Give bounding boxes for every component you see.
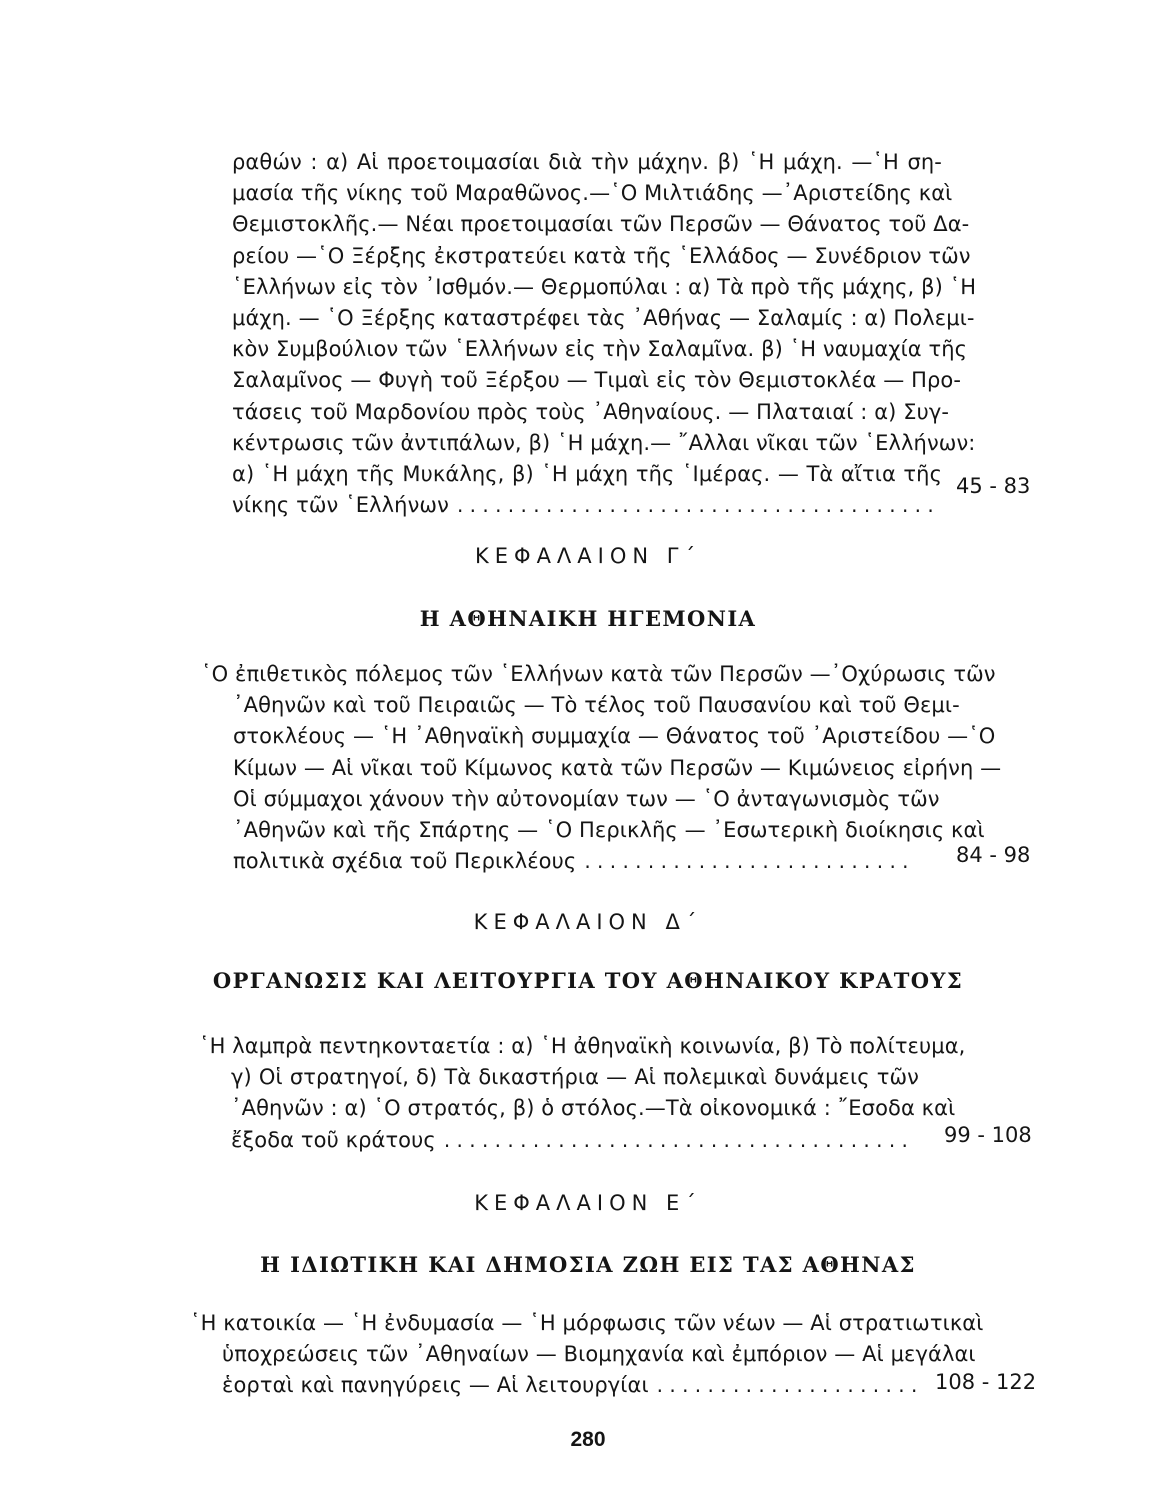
toc-entry-last-line xyxy=(201,846,921,877)
toc-entry-line: ῾Η λαμπρὰ πεντηκονταετία : α) ῾Η ἀθηναϊκὴ κοινωνία, β) Τὸ πολίτευμα, xyxy=(199,1034,966,1058)
toc-entry-line: κέντρωσις τῶν ἀντιπάλων, β) ῾Η μάχη.— ῎Αλλαι νῖκαι τῶν ῾Ελλήνων: xyxy=(232,430,976,455)
chapter-label: ΚΕΦΑΛΑΙΟΝ Ε΄ xyxy=(474,1191,702,1215)
chapter-title: Η ΑΘΗΝΑΙΚΗ ΗΓΕΜΟΝΙΑ xyxy=(419,606,757,631)
toc-entry-line: ᾿Αθηνῶν καὶ τῆς Σπάρτης — ῾Ο Περικλῆς — ᾿Εσωτερικὴ διοίκησις καὶ xyxy=(233,817,985,842)
toc-entry-line: πολιτικὰ σχέδια τοῦ Περικλέους xyxy=(233,849,577,874)
toc-entry-private-public-life xyxy=(190,1308,984,1402)
toc-entry-line: ᾿Αθηνῶν καὶ τοῦ Πειραιῶς — Τὸ τέλος τοῦ Παυσανίου καὶ τοῦ Θεμι- xyxy=(233,693,960,718)
toc-entry-line: νίκης τῶν ῾Ελλήνων xyxy=(232,493,449,518)
toc-entry-line: ἔξοδα τοῦ κράτους xyxy=(231,1127,436,1152)
toc-entry-athenian-state xyxy=(199,1031,966,1156)
toc-entry-line: Σαλαμῖνος — Φυγὴ τοῦ Ξέρξου — Τιμαὶ εἰς τὸν Θεμιστοκλέα — Προ- xyxy=(232,368,962,393)
toc-entry-line: ραθών : α) Αἱ προετοιμασίαι διὰ τὴν μάχην. β) ῾Η μάχη. —῾Η ση- xyxy=(232,150,942,174)
toc-entry-line: Θεμιστοκλῆς.— Νέαι προετοιμασίαι τῶν Περσῶν — Θάνατος τοῦ Δα- xyxy=(232,212,970,237)
toc-entry-line: ῾Ο ἐπιθετικὸς πόλεμος τῶν ῾Ελλήνων κατὰ τῶν Περσῶν —᾿Οχύρωσις τῶν xyxy=(201,662,996,686)
toc-entry-line: ρείου —῾Ο Ξέρξης ἐκστρατεύει κατὰ τῆς ῾Ελλάδος — Συνέδριον τῶν xyxy=(232,243,971,268)
toc-entry-line: Κίμων — Αἱ νῖκαι τοῦ Κίμωνος κατὰ τῶν Περσῶν — Κιμώνειος εἰρήνη — xyxy=(233,755,1002,780)
toc-entry-line: μασία τῆς νίκης τοῦ Μαραθῶνος.—῾Ο Μιλτιάδης —᾿Αριστείδης καὶ xyxy=(232,181,953,206)
dot-leader xyxy=(457,490,936,521)
toc-entry-line: τάσεις τοῦ Μαρδονίου πρὸς τοὺς ᾿Αθηναίους. — Πλαταιαί : α) Συγ- xyxy=(232,399,950,424)
toc-entry-last-line xyxy=(232,490,942,521)
toc-entry-line: μάχη. — ῾Ο Ξέρξης καταστρέφει τὰς ᾿Αθήνας — Σαλαμίς : α) Πολεμι- xyxy=(232,305,975,330)
chapter-label: ΚΕΦΑΛΑΙΟΝ Δ΄ xyxy=(473,910,703,934)
toc-entry-line: ῾Ελλήνων εἰς τὸν ᾿Ισθμόν.— Θερμοπύλαι : α) Τὰ πρὸ τῆς μάχης, β) ῾Η xyxy=(232,274,977,299)
toc-entry-marathon-to-himera xyxy=(232,147,977,521)
chapter-title: Η ΙΔΙΩΤΙΚΗ ΚΑΙ ΔΗΜΟΣΙΑ ΖΩΗ ΕΙΣ ΤΑΣ ΑΘΗΝΑΣ xyxy=(260,1252,916,1277)
dot-leader xyxy=(584,846,915,877)
toc-page-range: 45 - 83 xyxy=(956,474,1031,498)
dot-leader xyxy=(444,1125,913,1156)
toc-entry-line: ἑορταὶ καὶ πανηγύρεις — Αἱ λειτουργίαι xyxy=(222,1373,649,1398)
toc-entry-line: Οἱ σύμμαχοι χάνουν τὴν αὐτονομίαν των — ῾Ο ἀνταγωνισμὸς τῶν xyxy=(233,786,940,811)
toc-entry-line: ᾿Αθηνῶν : α) ῾Ο στρατός, β) ὁ στόλος.—Τὰ οἰκονομικά : ῎Εσοδα καὶ xyxy=(231,1096,956,1121)
toc-entry-last-line xyxy=(190,1370,928,1401)
dot-leader xyxy=(657,1370,922,1401)
toc-entry-line: κὸν Συμβούλιον τῶν ῾Ελλήνων εἰς τὴν Σαλαμῖνα. β) ῾Η ναυμαχία τῆς xyxy=(232,337,968,362)
toc-entry-line: γ) Οἱ στρατηγοί, δ) Τὰ δικαστήρια — Αἱ πολεμικαὶ δυνάμεις τῶν xyxy=(231,1065,919,1090)
toc-page-range: 99 - 108 xyxy=(944,1123,1032,1147)
toc-entry-line: στοκλέους — ῾Η ᾿Αθηναϊκὴ συμμαχία — Θάνατος τοῦ ᾿Αριστείδου —῾Ο xyxy=(233,724,996,749)
toc-entry-last-line xyxy=(199,1125,919,1156)
toc-entry-line: ὑποχρεώσεις τῶν ᾿Αθηναίων — Βιομηχανία καὶ ἐμπόριον — Αἱ μεγάλαι xyxy=(222,1342,976,1367)
toc-entry-line: ῾Η κατοικία — ῾Η ἐνδυμασία — ῾Η μόρφωσις τῶν νέων — Αἱ στρατιωτικαὶ xyxy=(190,1311,984,1335)
page-number: 280 xyxy=(570,1428,606,1451)
chapter-title: ΟΡΓΑΝΩΣΙΣ ΚΑΙ ΛΕΙΤΟΥΡΓΙΑ ΤΟΥ ΑΘΗΝΑΙΚΟΥ ΚΡΑΤΟΥΣ xyxy=(212,968,964,993)
chapter-label: ΚΕΦΑΛΑΙΟΝ Γ΄ xyxy=(475,544,701,568)
toc-page-range: 108 - 122 xyxy=(935,1370,1037,1394)
toc-entry-line: α) ῾Η μάχη τῆς Μυκάλης, β) ῾Η μάχη τῆς ῾Ιμέρας. — Τὰ αἴτια τῆς xyxy=(232,461,942,486)
toc-page-range: 84 - 98 xyxy=(956,843,1031,867)
